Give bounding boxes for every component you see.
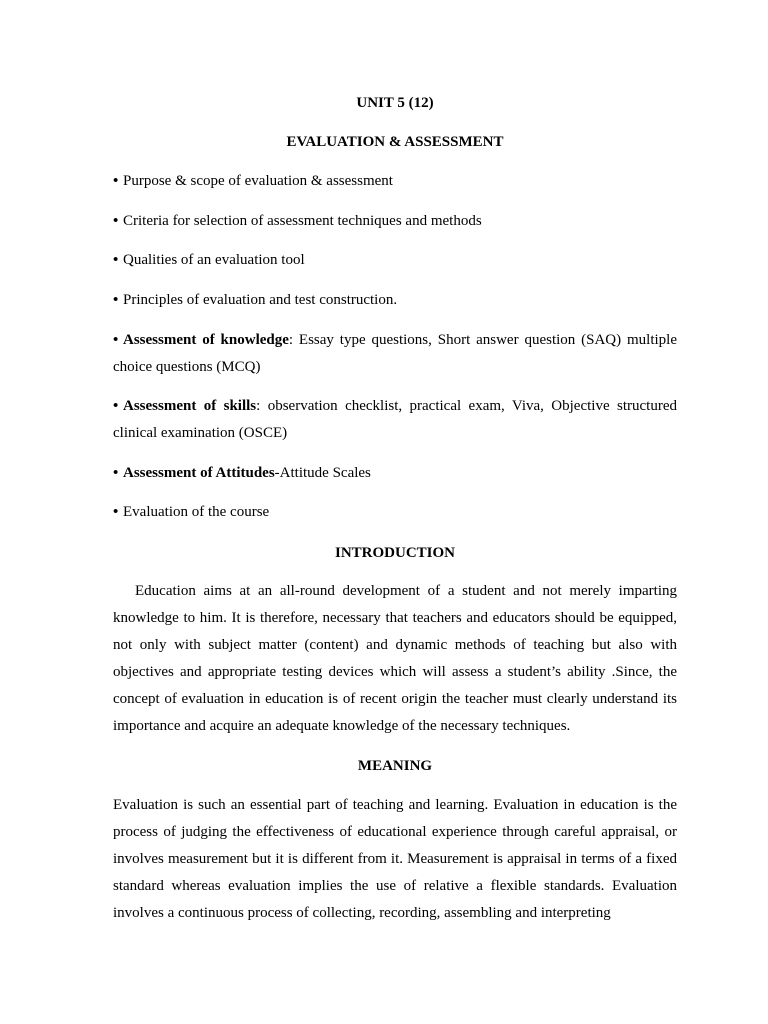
topic-bold-label: Assessment of knowledge: [123, 332, 289, 348]
topic-text: Qualities of an evaluation tool: [123, 252, 305, 268]
bullet-icon: •: [113, 465, 119, 481]
topic-item: [113, 460, 677, 487]
topic-item: [113, 168, 677, 195]
meaning-paragraph: Evaluation is such an essential part of teaching and learning. Evaluation in education is the process of judging the effectiveness of educational experience through careful appraisal, or involves measurement but it is different from it. Measurement is appraisal in terms of a fixed standard whereas evaluation implies the use of relative a flexible standards. Evaluation involves a continuous process of collecting, recording, assembling and interpreting: [113, 797, 677, 921]
bullet-icon: •: [113, 332, 119, 348]
topic-text: -Attitude Scales: [274, 465, 371, 481]
topic-item: [113, 287, 677, 314]
bullet-icon: •: [113, 213, 119, 229]
topic-text: Evaluation of the course: [123, 504, 270, 520]
topic-bold-label: Assessment of skills: [123, 398, 257, 414]
introduction-heading: INTRODUCTION: [334, 545, 455, 561]
topic-text: : Essay type questions, Short answer question (SAQ) multiple choice questions (MCQ): [113, 332, 677, 375]
topic-item: [113, 393, 677, 447]
topic-text: Criteria for selection of assessment techniques and methods: [123, 213, 482, 229]
topic-text: : observation checklist, practical exam, Viva, Objective structured clinical examination (OSCE): [113, 398, 677, 441]
topic-item: [113, 247, 677, 274]
introduction-paragraph: Education aims at an all-round development of a student and not merely imparting knowledge to him. It is therefore, necessary that teachers and educators should be equipped, not only with subject matter (content) and dynamic methods of teaching but also with objectives and appropriate testing devices which will assess a student’s ability .Since, the concept of evaluation in education is of recent origin the teacher must clearly understand its importance and acquire an adequate knowledge of the necessary techniques.: [113, 583, 677, 734]
topic-text: Principles of evaluation and test construction.: [123, 292, 398, 308]
bullet-icon: •: [113, 252, 119, 268]
topic-item: [113, 327, 677, 381]
topic-bold-label: Assessment of Attitudes: [123, 465, 275, 481]
bullet-icon: •: [113, 504, 119, 520]
meaning-heading: MEANING: [357, 758, 433, 774]
bullet-icon: •: [113, 292, 119, 308]
unit-title: UNIT 5 (12): [356, 95, 434, 111]
topic-text: Purpose & scope of evaluation & assessment: [123, 173, 393, 189]
topic-item: [113, 208, 677, 235]
topic-item: [113, 499, 677, 526]
document-page: [113, 0, 677, 1024]
subject-title: EVALUATION & ASSESSMENT: [286, 134, 504, 150]
bullet-icon: •: [113, 398, 119, 414]
bullet-icon: •: [113, 173, 119, 189]
